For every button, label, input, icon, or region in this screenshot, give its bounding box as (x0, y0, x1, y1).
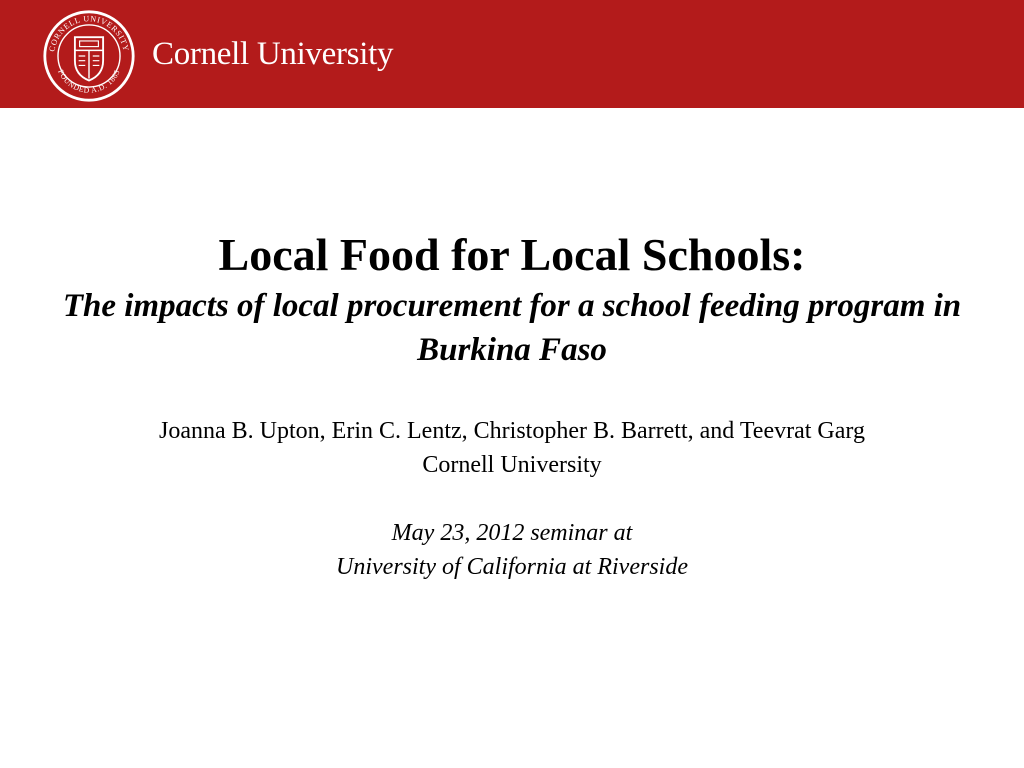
svg-text:FOUNDED A.D. 1865: FOUNDED A.D. 1865 (56, 68, 122, 95)
date-line: May 23, 2012 seminar at (391, 520, 633, 546)
slide-subtitle: The impacts of local procurement for a school feeding program in Burkina Faso (62, 288, 962, 368)
venue-line: University of California at Riverside (336, 554, 688, 580)
header-banner (0, 0, 1024, 108)
cornell-seal-icon (42, 9, 136, 103)
cornell-wordmark: Cornell University (152, 36, 394, 72)
affiliation-line: Cornell University (422, 452, 602, 478)
title-block (0, 226, 1024, 584)
authors-line: Joanna B. Upton, Erin C. Lentz, Christopher B. Barrett, and Teevrat Garg (159, 418, 865, 444)
slide-title: Local Food for Local Schools: (218, 229, 806, 280)
svg-text:CORNELL UNIVERSITY: CORNELL UNIVERSITY (47, 14, 131, 53)
